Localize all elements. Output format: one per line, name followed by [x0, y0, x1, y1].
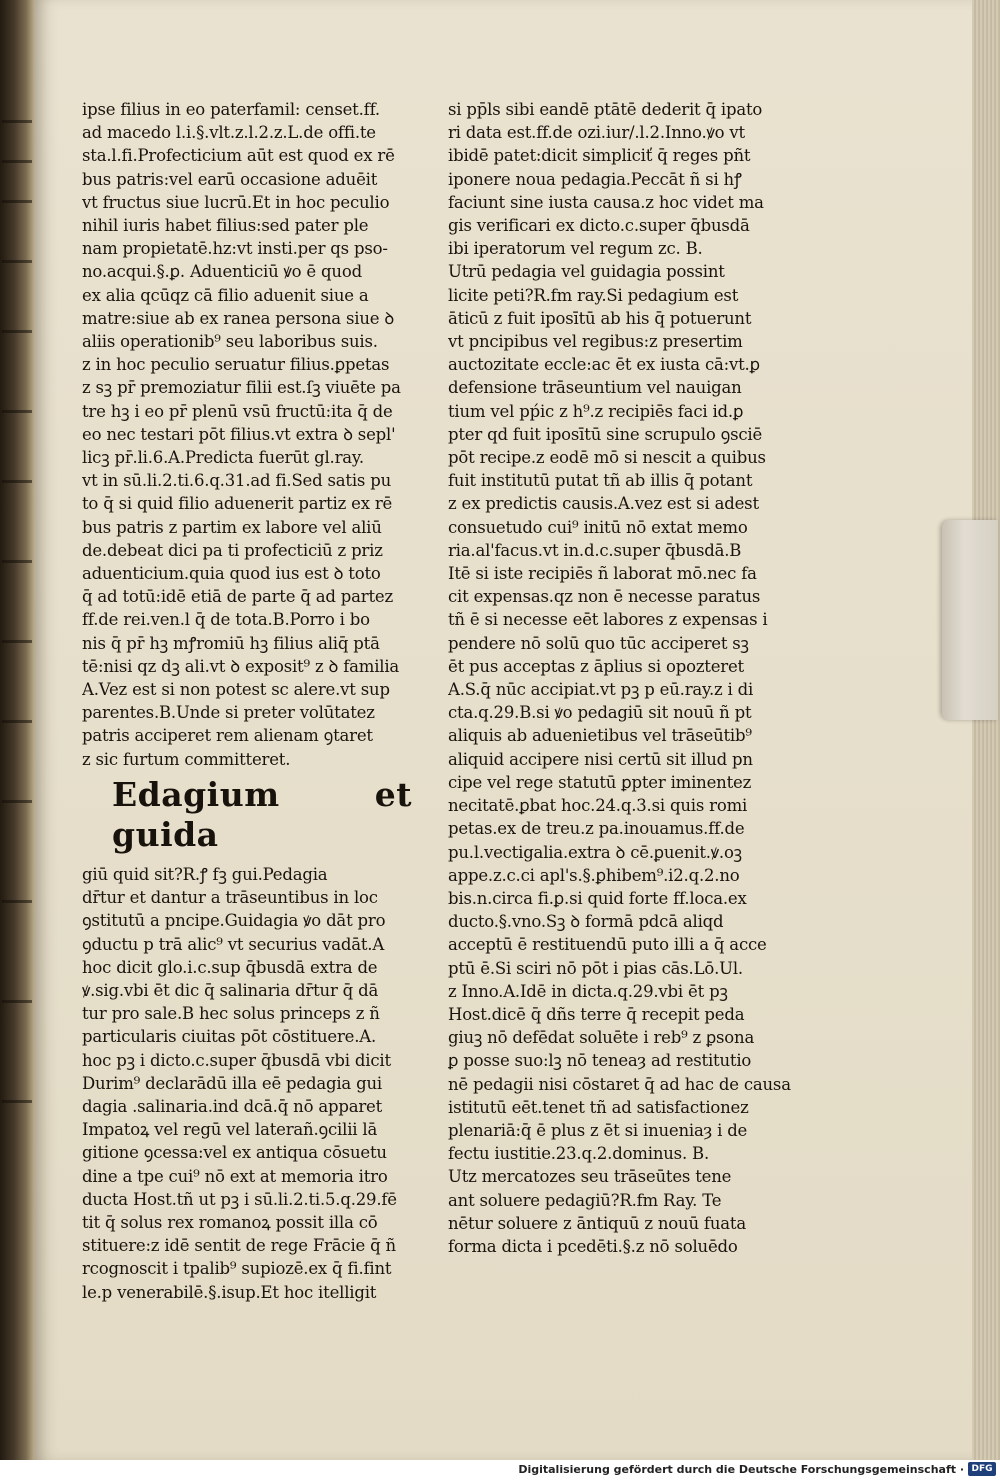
- text-line: to q̄ si quid filio aduenerit partiz ex rē: [82, 494, 393, 514]
- text-line: nētur soluere z āntiquū z nouū fuata: [448, 1213, 746, 1233]
- text-line: z sic furtum committeret.: [82, 749, 291, 769]
- text-line: acceptū ē restituendū puto illi a q̄ acce: [448, 935, 767, 955]
- text-line: tium vel pṕic z h⁹.z recipiēs faci id.ꝑ: [448, 401, 744, 421]
- text-line: vt pncipibus vel regibus:z presertim: [448, 332, 743, 352]
- text-line: si pp̄ls sibi eandē ptātē dederit q̄ ipato: [448, 100, 763, 119]
- text-line: aliquid accipere nisi certū sit illud pn: [448, 749, 753, 769]
- text-line: gitione ꝯcessa:vel ex antiqua cōsuetu: [82, 1143, 387, 1163]
- text-line: dine a tpe cui⁹ nō ext at memoria itro: [82, 1166, 388, 1186]
- text-line: tñ ē si necesse eēt labores z expensas i: [448, 610, 768, 630]
- page-stack-edge: [972, 0, 1000, 1460]
- text-line: sta.l.fi.Profecticium aūt est quod ex rē: [82, 146, 395, 166]
- text-line: A.Vez est si non potest sc alere.vt sup: [82, 680, 390, 700]
- text-line: forma dicta i pcedēti.§.z nō soluēdo: [448, 1236, 738, 1256]
- text-line: ꝯductu p trā alic⁹ vt securius vadāt.A: [82, 934, 385, 954]
- text-line: nihil iuris habet filius:sed pater ple: [82, 216, 369, 236]
- dfg-logo: DFG: [968, 1462, 996, 1476]
- text-line: hoc dicit glo.i.c.sup q̄busdā extra de: [82, 957, 378, 977]
- text-line: cipe vel rege statutū ꝑpter iminentez: [448, 772, 752, 792]
- text-line: ria.al'facus.vt in.d.c.super q̄busdā.B: [448, 540, 742, 560]
- text-line: āticū z fuit iposītū ab his q̄ potuerunt: [448, 308, 752, 328]
- text-line: le.p venerabilē.§.isup.Et hoc itelligit: [82, 1282, 377, 1302]
- text-line: no.acqui.§.ꝑ. Aduenticiū ꝟo ē quod: [82, 262, 362, 282]
- text-line: rcognoscit i tpalib⁹ supiozē.ex q̄ fi.fint: [82, 1259, 392, 1279]
- facing-page-edge: [0, 0, 34, 1460]
- text-line: aduenticium.quia quod ius est ꝺ toto: [82, 564, 381, 584]
- text-line: ri data est.ff.de ozi.iur/.l.2.Inno.ꝟo vt: [448, 123, 745, 143]
- text-line: plenariā:q̄ ē plus z ēt si inueniaȝ i de: [448, 1120, 748, 1140]
- text-line: nē pedagii nisi cōstaret q̄ ad hac de causa: [448, 1074, 791, 1094]
- text-line: Utrū pedagia vel guidagia possint: [448, 262, 725, 282]
- text-line: Host.dicē q̄ dñs terre q̄ recepit peda: [448, 1004, 745, 1024]
- text-line: pter qd fuit iposītū sine scrupulo ꝯsciē: [448, 424, 763, 444]
- text-line: eo nec testari pōt filius.vt extra ꝺ sepl': [82, 424, 396, 444]
- text-line: giuꝫ nō defēdat soluēte i reb⁹ z ꝑsona: [448, 1028, 755, 1048]
- footer-bar: [0, 1460, 1000, 1480]
- text-line: necitatē.ꝑbat hoc.24.q.3.si quis romi: [448, 796, 748, 816]
- text-line: cta.q.29.B.si ꝟo pedagiū sit nouū ñ pt: [448, 703, 752, 723]
- text-line: ēt pus acceptas z āplius si opozteret: [448, 656, 744, 676]
- text-line: aliis operationib⁹ seu laboribus suis.: [82, 332, 378, 352]
- text-line: defensione trāseuntium vel nauigan: [448, 378, 742, 398]
- text-line: ant soluere pedagiū?R.fm Ray. Te: [448, 1190, 722, 1210]
- text-line: tur pro sale.B hec solus princeps z ñ: [82, 1004, 380, 1024]
- text-line: ibidē patet:dicit simpliciť q̄ reges pñt: [448, 146, 751, 166]
- text-line: tē:nisi qz dꝫ ali.vt ꝺ exposit⁹ z ꝺ familia: [82, 656, 400, 676]
- text-line: z Inno.A.Idē in dicta.q.29.vbi ēt pꝫ: [448, 981, 728, 1001]
- text-line: bus patris z partim ex labore vel aliū: [82, 517, 382, 537]
- text-line: dr̄tur et dantur a trāseuntibus in loc: [82, 888, 378, 908]
- text-line: de.debeat dici pa ti profecticiū z priz: [82, 540, 383, 560]
- text-line: ff.de rei.ven.l q̄ de tota.B.Porro i bo: [82, 610, 370, 630]
- text-line: gis verificari ex dicto.c.super q̄busdā: [448, 216, 750, 236]
- text-line: stituere:z idē sentit de rege Frācie q̄ ñ: [82, 1236, 396, 1256]
- text-line: Utz mercatozes seu trāseūtes tene: [448, 1167, 732, 1187]
- text-line: ad macedo l.i.§.vlt.z.l.2.z.L.de offi.te: [82, 123, 376, 143]
- text-line: tit q̄ solus rex romanoꝝ possit illa cō: [82, 1212, 378, 1232]
- text-line: bis.n.circa fi.ꝑ.si quid forte ff.loca.ex: [448, 888, 747, 908]
- text-line: pu.l.vectigalia.extra ꝺ cē.ꝑuenit.ꝟ.oꝫ: [448, 842, 742, 862]
- text-line: Impatoꝝ vel regū vel laterañ.ꝯcilii lā: [82, 1120, 378, 1140]
- text-line: ꝯstitutū a pncipe.Guidagia ꝟo dāt pro: [82, 911, 386, 931]
- text-line: particularis ciuitas pōt cōstituere.A.: [82, 1027, 377, 1047]
- text-line: q̄ ad totū:idē etiā de parte q̄ ad partez: [82, 587, 393, 607]
- right-column-body: [448, 98, 794, 1258]
- text-line: ibi iperatorum vel regum zc. B.: [448, 239, 703, 259]
- text-line: tre hꝫ i eo pr̄ plenū vsū fructū:ita q̄ de: [82, 401, 393, 421]
- left-column-body: [82, 98, 412, 771]
- text-line: z sꝫ pr̄ premoziatur filii est.ſꝫ viuēte pa: [82, 378, 401, 398]
- text-line: nis q̄ pr̄ hꝫ mꝭromiū hꝫ filius aliq̄ ptā: [82, 633, 380, 653]
- text-line: z ex predictis causis.A.vez est si adest: [448, 494, 759, 514]
- text-line: vt fructus siue lucrū.Et in hoc peculio: [82, 192, 390, 212]
- text-line: auctozitate eccle:ac ēt ex iusta cā:vt.ꝑ: [448, 355, 760, 375]
- text-line: bus patris:vel earū occasione aduēit: [82, 169, 378, 189]
- section-heading: Edagium et guida: [112, 774, 412, 854]
- text-line: ducta Host.tñ ut pꝫ i sū.li.2.ti.5.q.29.fē: [82, 1189, 397, 1209]
- text-line: ꝑ posse suo:lꝫ nō teneaȝ ad restitutio: [448, 1051, 752, 1071]
- text-line: appe.z.c.ci apl's.§.ꝑhibem⁹.i2.q.2.no: [448, 865, 740, 885]
- text-line: Durim⁹ declarādū illa eē pedagia gui: [82, 1073, 382, 1093]
- text-line: faciunt sine iusta causa.z hoc videt ma: [448, 192, 764, 212]
- text-line: licꝫ pr̄.li.6.A.Predicta fuerūt gl.ray.: [82, 448, 364, 468]
- text-line: hoc pꝫ i dicto.c.super q̄busdā vbi dicit: [82, 1050, 391, 1070]
- text-line: ipse filius in eo paterfamil: censet.ff.: [82, 100, 380, 119]
- text-line: pōt recipe.z eodē mō si nescit a quibus: [448, 448, 766, 468]
- text-line: petas.ex de treu.z pa.inouamus.ff.de: [448, 819, 745, 839]
- text-line: licite peti?R.fm ray.Si pedagium est: [448, 285, 739, 305]
- text-line: ex alia qcūqz cā filio aduenit siue a: [82, 285, 369, 305]
- text-line: ptū ē.Si sciri nō pōt i pias cās.Lō.Ul.: [448, 958, 743, 978]
- text-line: giū quid sit?R.ꝭ fꝫ gui.Pedagia: [82, 864, 328, 884]
- text-line: ducto.§.vno.Sꝫ ꝺ formā pdcā aliqd: [448, 912, 724, 932]
- text-line: fectu iustitie.23.q.2.dominus. B.: [448, 1144, 710, 1164]
- footer-credit: Digitalisierung gefördert durch die Deutsche Forschungsgemeinschaft ·: [518, 1463, 964, 1476]
- left-text-column: [82, 98, 412, 1304]
- text-line: matre:siue ab ex ranea persona siue ꝺ: [82, 308, 395, 328]
- text-line: pendere nō solū quo tūc acciperet sꝫ: [448, 633, 749, 653]
- text-line: iponere noua pedagia.Peccāt ñ si hꝭ: [448, 169, 742, 189]
- text-line: Itē si iste recipiēs ñ laborat mō.nec fa: [448, 564, 757, 584]
- text-line: nam propietatē.hz:vt insti.per qs pso-: [82, 239, 388, 259]
- text-line: dagia .salinaria.ind dcā.q̄ nō apparet: [82, 1096, 383, 1116]
- text-line: cit expensas.qz non ē necesse paratus: [448, 587, 761, 607]
- text-line: vt in sū.li.2.ti.6.q.31.ad fi.Sed satis pu: [82, 471, 392, 491]
- text-line: A.S.q̄ nūc accipiat.vt pꝫ p eū.ray.z i di: [448, 680, 754, 700]
- text-line: consuetudo cui⁹ initū nō extat memo: [448, 517, 748, 537]
- text-line: ꝟ.sig.vbi ēt dic q̄ salinaria dr̄tur q̄ dā: [82, 980, 379, 1000]
- text-line: aliquis ab aduenietibus vel trāseūtib⁹: [448, 726, 752, 746]
- text-line: istitutū eēt.tenet tñ ad satisfactionez: [448, 1097, 749, 1117]
- left-column-body-continued: [82, 863, 412, 1304]
- text-line: fuit institutū putat tñ ab illis q̄ potant: [448, 471, 753, 491]
- page-clip-tab: [942, 520, 998, 720]
- text-line: z in hoc peculio seruatur filius.ꝑpetas: [82, 355, 390, 375]
- text-line: parentes.B.Unde si preter volūtatez: [82, 703, 375, 723]
- right-text-column: [448, 98, 794, 1258]
- text-line: patris acciperet rem alienam ꝯtaret: [82, 726, 373, 746]
